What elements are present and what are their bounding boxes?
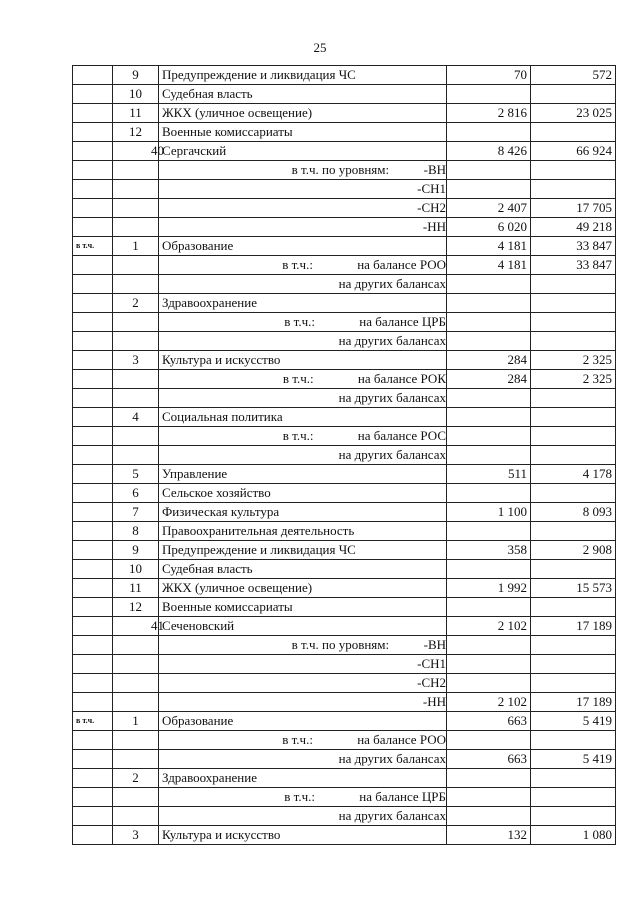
table-row: [73, 655, 616, 674]
row-number: [113, 427, 159, 446]
row-note: [73, 769, 113, 788]
table-row: [73, 731, 616, 750]
value-col-2: [531, 180, 616, 199]
table-row: [73, 142, 616, 161]
row-number: 11: [113, 104, 159, 123]
row-label: на балансе ЦРБ: [359, 789, 446, 804]
row-number: 2: [113, 294, 159, 313]
value-col-2: 2 908: [531, 541, 616, 560]
row-note: [73, 104, 113, 123]
value-col-1: [447, 294, 531, 313]
table-row: [73, 180, 616, 199]
value-col-2: [531, 674, 616, 693]
value-col-1: 70: [447, 66, 531, 85]
table-row: [73, 522, 616, 541]
value-col-2: [531, 731, 616, 750]
row-label: на других балансах: [338, 751, 446, 766]
row-label: -СН1: [417, 656, 446, 671]
row-note: [73, 731, 113, 750]
value-col-1: 284: [447, 351, 531, 370]
row-note: [73, 788, 113, 807]
value-col-2: [531, 636, 616, 655]
row-label: на других балансах: [338, 390, 446, 405]
row-name: [159, 655, 447, 674]
row-note: [73, 408, 113, 427]
value-col-1: [447, 332, 531, 351]
row-number: [113, 636, 159, 655]
value-col-1: [447, 85, 531, 104]
row-name: [159, 218, 447, 237]
value-col-2: [531, 769, 616, 788]
value-col-1: [447, 674, 531, 693]
table-row: [73, 503, 616, 522]
value-col-2: 15 573: [531, 579, 616, 598]
row-number: 9: [113, 541, 159, 560]
value-col-1: [447, 636, 531, 655]
budget-table-body: [73, 66, 616, 845]
row-number: [113, 807, 159, 826]
row-name: Правоохранительная деятельность: [159, 522, 447, 541]
table-row: [73, 294, 616, 313]
row-note: [73, 66, 113, 85]
row-name: [159, 180, 447, 199]
value-col-1: [447, 446, 531, 465]
row-prefix: в т.ч.:: [282, 257, 313, 272]
row-note: [73, 465, 113, 484]
row-note: [73, 522, 113, 541]
value-col-2: 5 419: [531, 750, 616, 769]
value-col-2: 17 705: [531, 199, 616, 218]
row-name: [159, 731, 447, 750]
value-col-1: [447, 123, 531, 142]
table-row: [73, 750, 616, 769]
value-col-1: 1 992: [447, 579, 531, 598]
row-name: Здравоохранение: [159, 769, 447, 788]
value-col-1: [447, 807, 531, 826]
value-col-1: [447, 598, 531, 617]
row-note: [73, 484, 113, 503]
value-col-2: 5 419: [531, 712, 616, 731]
row-number: [113, 180, 159, 199]
row-label: -СН2: [417, 675, 446, 690]
table-row: [73, 826, 616, 845]
row-name: [159, 370, 447, 389]
row-label: на балансе РОО: [357, 732, 446, 747]
row-note: [73, 294, 113, 313]
row-note: [73, 218, 113, 237]
row-name: [159, 389, 447, 408]
value-col-2: [531, 427, 616, 446]
value-col-2: [531, 598, 616, 617]
row-name: [159, 446, 447, 465]
value-col-1: [447, 408, 531, 427]
row-prefix: в т.ч. по уровням:: [291, 162, 390, 177]
row-note: [73, 313, 113, 332]
table-row: [73, 617, 616, 636]
row-note: [73, 636, 113, 655]
row-name: [159, 636, 447, 655]
value-col-1: [447, 731, 531, 750]
table-row: [73, 541, 616, 560]
table-row: [73, 807, 616, 826]
table-row: [73, 199, 616, 218]
row-note: [73, 199, 113, 218]
row-name: Социальная политика: [159, 408, 447, 427]
value-col-2: 8 093: [531, 503, 616, 522]
row-note: [73, 180, 113, 199]
row-number: [113, 199, 159, 218]
value-col-2: [531, 332, 616, 351]
row-name: [159, 693, 447, 712]
table-row: [73, 256, 616, 275]
value-col-2: 33 847: [531, 237, 616, 256]
row-prefix: в т.ч.:: [284, 789, 316, 804]
row-note: [73, 427, 113, 446]
value-col-2: [531, 807, 616, 826]
row-note: [73, 332, 113, 351]
row-label: -СН2: [417, 200, 446, 215]
row-prefix: в т.ч.:: [282, 428, 314, 443]
row-prefix: в т.ч.:: [282, 371, 314, 386]
row-number: [113, 161, 159, 180]
value-col-2: [531, 85, 616, 104]
row-name: Предупреждение и ликвидация ЧС: [159, 541, 447, 560]
value-col-1: 132: [447, 826, 531, 845]
value-col-2: [531, 560, 616, 579]
table-row: [73, 351, 616, 370]
row-prefix: в т.ч. по уровням:: [291, 637, 390, 652]
row-number: 12: [113, 123, 159, 142]
value-col-2: 17 189: [531, 617, 616, 636]
value-col-2: 49 218: [531, 218, 616, 237]
row-number: 10: [113, 85, 159, 104]
row-note: [73, 826, 113, 845]
row-number: [113, 788, 159, 807]
table-row: [73, 446, 616, 465]
row-name: Судебная власть: [159, 560, 447, 579]
value-col-2: [531, 788, 616, 807]
table-row: [73, 85, 616, 104]
value-col-2: 2 325: [531, 370, 616, 389]
value-col-2: [531, 484, 616, 503]
row-number: 3: [113, 351, 159, 370]
value-col-2: 66 924: [531, 142, 616, 161]
value-col-2: [531, 161, 616, 180]
row-number: [113, 655, 159, 674]
value-col-1: 284: [447, 370, 531, 389]
table-row: [73, 313, 616, 332]
row-number: 10: [113, 560, 159, 579]
row-number: 40: [113, 142, 159, 161]
row-name: Здравоохранение: [159, 294, 447, 313]
row-note: [73, 351, 113, 370]
table-row: [73, 788, 616, 807]
row-prefix: в т.ч.:: [284, 314, 316, 329]
row-number: 12: [113, 598, 159, 617]
budget-table: [72, 65, 616, 845]
row-number: 9: [113, 66, 159, 85]
row-note: [73, 503, 113, 522]
value-col-2: 4 178: [531, 465, 616, 484]
row-note: [73, 674, 113, 693]
row-note: [73, 389, 113, 408]
row-note: в т.ч.: [73, 712, 113, 731]
row-name: Физическая культура: [159, 503, 447, 522]
row-name: [159, 807, 447, 826]
row-note: [73, 807, 113, 826]
row-name: [159, 275, 447, 294]
table-row: [73, 237, 616, 256]
row-name: Сельское хозяйство: [159, 484, 447, 503]
value-col-1: [447, 788, 531, 807]
value-col-1: 358: [447, 541, 531, 560]
row-note: [73, 142, 113, 161]
row-number: [113, 389, 159, 408]
district-name: Сеченовский: [159, 617, 447, 636]
table-row: [73, 579, 616, 598]
row-number: 4: [113, 408, 159, 427]
row-note: [73, 750, 113, 769]
row-name: Военные комиссариаты: [159, 123, 447, 142]
row-name: [159, 427, 447, 446]
row-note: [73, 598, 113, 617]
value-col-2: [531, 123, 616, 142]
row-label: на балансе ЦРБ: [359, 314, 446, 329]
value-col-1: [447, 275, 531, 294]
row-name: Судебная власть: [159, 85, 447, 104]
row-note: [73, 655, 113, 674]
table-row: [73, 332, 616, 351]
row-name: Предупреждение и ликвидация ЧС: [159, 66, 447, 85]
row-number: [113, 218, 159, 237]
value-col-1: 2 102: [447, 693, 531, 712]
value-col-1: 8 426: [447, 142, 531, 161]
row-number: 3: [113, 826, 159, 845]
row-name: ЖКХ (уличное освещение): [159, 104, 447, 123]
row-label: на балансе РОС: [357, 428, 446, 443]
row-number: 7: [113, 503, 159, 522]
value-col-2: [531, 275, 616, 294]
row-label: на других балансах: [338, 333, 446, 348]
value-col-1: [447, 655, 531, 674]
row-note: [73, 370, 113, 389]
row-label: -НН: [422, 694, 446, 709]
row-number: 11: [113, 579, 159, 598]
table-row: [73, 218, 616, 237]
row-name: [159, 674, 447, 693]
row-label: -ВН: [423, 637, 446, 652]
row-name: ЖКХ (уличное освещение): [159, 579, 447, 598]
value-col-1: 2 102: [447, 617, 531, 636]
value-col-1: 1 100: [447, 503, 531, 522]
row-number: [113, 313, 159, 332]
row-number: [113, 674, 159, 693]
value-col-2: 572: [531, 66, 616, 85]
row-name: [159, 256, 447, 275]
value-col-2: 33 847: [531, 256, 616, 275]
row-note: [73, 275, 113, 294]
row-name: [159, 199, 447, 218]
row-note: [73, 693, 113, 712]
table-row: [73, 674, 616, 693]
row-note: в т.ч.: [73, 237, 113, 256]
row-note: [73, 446, 113, 465]
value-col-1: [447, 427, 531, 446]
row-number: 8: [113, 522, 159, 541]
row-label: -НН: [422, 219, 446, 234]
row-name: [159, 332, 447, 351]
value-col-1: [447, 769, 531, 788]
value-col-1: 2 407: [447, 199, 531, 218]
table-row: [73, 484, 616, 503]
row-label: на балансе РОК: [357, 371, 446, 386]
table-row: [73, 370, 616, 389]
row-note: [73, 617, 113, 636]
row-number: 2: [113, 769, 159, 788]
row-name: [159, 313, 447, 332]
value-col-2: [531, 655, 616, 674]
table-row: [73, 104, 616, 123]
row-name: [159, 750, 447, 769]
row-name: [159, 788, 447, 807]
row-label: -ВН: [423, 162, 446, 177]
row-note: [73, 579, 113, 598]
table-row: [73, 560, 616, 579]
district-name: Сергачский: [159, 142, 447, 161]
value-col-2: [531, 313, 616, 332]
row-number: 41: [113, 617, 159, 636]
row-number: [113, 256, 159, 275]
value-col-2: 2 325: [531, 351, 616, 370]
row-number: [113, 370, 159, 389]
table-row: [73, 66, 616, 85]
row-name: Культура и искусство: [159, 351, 447, 370]
value-col-2: [531, 408, 616, 427]
value-col-1: 4 181: [447, 237, 531, 256]
value-col-1: 6 020: [447, 218, 531, 237]
row-name: Образование: [159, 237, 447, 256]
row-note: [73, 560, 113, 579]
value-col-2: 23 025: [531, 104, 616, 123]
row-number: [113, 446, 159, 465]
row-note: [73, 85, 113, 104]
page-number: 25: [313, 40, 327, 55]
value-col-2: [531, 446, 616, 465]
row-number: 1: [113, 712, 159, 731]
row-note: [73, 256, 113, 275]
value-col-1: 663: [447, 750, 531, 769]
row-name: Военные комиссариаты: [159, 598, 447, 617]
value-col-1: 4 181: [447, 256, 531, 275]
table-row: [73, 123, 616, 142]
table-row: [73, 693, 616, 712]
table-row: [73, 389, 616, 408]
row-label: на других балансах: [338, 808, 446, 823]
table-row: [73, 465, 616, 484]
row-label: -СН1: [417, 181, 446, 196]
row-number: [113, 693, 159, 712]
row-number: 6: [113, 484, 159, 503]
value-col-2: [531, 294, 616, 313]
row-name: Культура и искусство: [159, 826, 447, 845]
row-note: [73, 123, 113, 142]
value-col-1: 663: [447, 712, 531, 731]
table-row: [73, 161, 616, 180]
row-number: 1: [113, 237, 159, 256]
value-col-2: [531, 522, 616, 541]
value-col-1: [447, 313, 531, 332]
table-row: [73, 275, 616, 294]
value-col-2: [531, 389, 616, 408]
value-col-1: [447, 484, 531, 503]
row-note: [73, 541, 113, 560]
row-number: 5: [113, 465, 159, 484]
row-name: [159, 161, 447, 180]
value-col-2: 17 189: [531, 693, 616, 712]
value-col-1: 2 816: [447, 104, 531, 123]
table-row: [73, 712, 616, 731]
row-number: [113, 332, 159, 351]
value-col-2: 1 080: [531, 826, 616, 845]
value-col-1: [447, 180, 531, 199]
value-col-1: 511: [447, 465, 531, 484]
row-prefix: в т.ч.:: [282, 732, 313, 747]
row-number: [113, 275, 159, 294]
row-number: [113, 731, 159, 750]
value-col-1: [447, 389, 531, 408]
table-row: [73, 636, 616, 655]
table-row: [73, 408, 616, 427]
row-name: Управление: [159, 465, 447, 484]
table-row: [73, 598, 616, 617]
value-col-1: [447, 161, 531, 180]
row-name: Образование: [159, 712, 447, 731]
row-number: [113, 750, 159, 769]
row-label: на балансе РОО: [357, 257, 446, 272]
table-row: [73, 769, 616, 788]
row-label: на других балансах: [338, 276, 446, 291]
value-col-1: [447, 560, 531, 579]
row-label: на других балансах: [338, 447, 446, 462]
row-note: [73, 161, 113, 180]
table-row: [73, 427, 616, 446]
value-col-1: [447, 522, 531, 541]
